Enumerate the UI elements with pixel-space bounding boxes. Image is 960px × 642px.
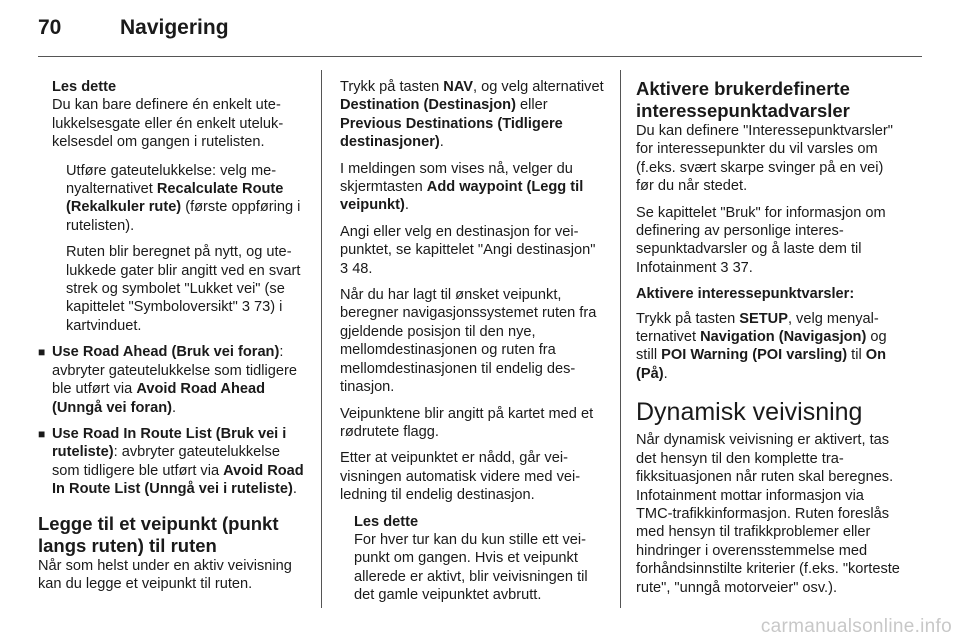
column-1 xyxy=(38,78,304,601)
note-text: Du kan bare definere én enkelt utelukkelsesgate eller én enkelt utelukkelsesdel om gangen i rutelisten. xyxy=(52,97,284,151)
column-3 xyxy=(636,78,904,605)
watermark: carmanualsonline.info xyxy=(760,616,952,637)
paragraph: Ruten blir beregnet på nytt, og utelukkede gater blir angitt ved en svart strek og symbolet "Lukket vei" (se kapittelet "Symboloversikt" 3 73) i kartvinduet. xyxy=(66,244,301,334)
header-rule xyxy=(38,56,922,57)
paragraph: Angi eller velg en destinasjon for veipunktet, se kapittelet "Angi destinasjon" 3 48. xyxy=(340,223,596,277)
page-number: 70 xyxy=(38,16,62,39)
column-2 xyxy=(340,78,604,615)
note-box xyxy=(38,78,304,152)
note-title: Les dette xyxy=(354,513,419,530)
paragraph: Etter at veipunktet er nådd, går veivisningen automatisk videre med veiledning til endelig destinasjon. xyxy=(340,450,581,504)
paragraph: I meldingen som vises nå, velger du skjermtasten Add waypoint (Legg til veipunkt). xyxy=(340,160,584,214)
paragraph: Utføre gateutelukkelse: velg menyalternativet Recalculate Route (Rekalkuler rute) (første oppføring i rutelisten). xyxy=(66,162,301,234)
note-box xyxy=(340,513,604,605)
chapter-title: Navigering xyxy=(120,16,229,39)
section-heading: Legge til et veipunkt (punkt langs ruten) til ruten xyxy=(38,512,279,556)
page-ref-arrow-icon: 3 xyxy=(241,299,250,316)
paragraph: Når som helst under en aktiv veivisning kan du legge et veipunkt til ruten. xyxy=(38,557,292,592)
list-item: ■ Use Road In Route List (Bruk vei i ruteliste): avbryter gateutelukkelse som tidligere ble utført via Avoid Road In Route List (Unngå vei i ruteliste). xyxy=(38,425,304,498)
note-text: For hver tur kan du kun stille ett veipunkt om gangen. Hvis et veipunkt allerede er aktivt, blir veivisningen til det gamle veipunktet avbrutt. xyxy=(354,531,588,604)
bullet-icon: ■ xyxy=(38,426,46,441)
column-divider-2 xyxy=(620,70,621,608)
paragraph: Når du har lagt til ønsket veipunkt, beregner navigasjonssystemet ruten fra gjeldende posisjon til den nye, mellomdestinasjonen og ruten fra mellomdestinasjonen til endelig destinasjon. xyxy=(340,287,597,396)
page-ref-arrow-icon: 3 xyxy=(720,259,729,276)
paragraph: Trykk på tasten NAV, og velg alternativet Destination (Destinasjon) eller Previous Destinations (Tidligere destinasjoner). xyxy=(340,79,604,151)
paragraph: Veipunktene blir angitt på kartet med et rødrutete flagg. xyxy=(340,405,594,440)
note-title: Les dette xyxy=(52,79,117,95)
paragraph: Se kapittelet "Bruk" for informasjon om definering av personlige interessepunktadvarsler og å laste dem til Infotainment 3 37. xyxy=(636,204,886,276)
column-divider-1 xyxy=(321,70,322,608)
chapter-heading: Dynamisk veivisning xyxy=(636,398,863,427)
page-ref: 73 xyxy=(254,299,271,316)
sub-heading: Aktivere interessepunktvarsler: xyxy=(636,286,855,303)
paragraph: Trykk på tasten SETUP, velg menyalternativet Navigation (Navigasjon) og still POI Warning (POI varsling) til On (På). xyxy=(636,310,887,382)
section-heading: Aktivere brukerdefinerte interessepunktadvarsler xyxy=(636,78,850,121)
paragraph: Du kan definere "Interessepunktvarsler" for interessepunkter du vil varsles om (f.eks. svært skarpe svinger på en vei) før du når stedet. xyxy=(636,123,893,195)
page-ref: 48 xyxy=(352,260,369,277)
page-header xyxy=(38,16,229,40)
bullet-icon: ■ xyxy=(38,345,46,360)
list-item: ■ Use Road Ahead (Bruk vei foran): avbryter gateutelukkelse som tidligere ble utført via Avoid Road Ahead (Unngå vei foran). xyxy=(38,344,297,416)
page-ref-arrow-icon: 3 xyxy=(340,260,349,277)
paragraph: Når dynamisk veivisning er aktivert, tas det hensyn til den komplette trafikksituasjonen når ruten skal beregnes. Infotainment mottar informasjon via TMC-trafikkinformasjon. Ruten foreslås med hensyn til trafikkproblemer eller hindringer i overensstemmelse med forhåndsinnstilte kriterier (f.eks. "korteste rute", "unngå motorveier" osv.). xyxy=(636,432,900,596)
page-ref: 37 xyxy=(732,259,749,276)
